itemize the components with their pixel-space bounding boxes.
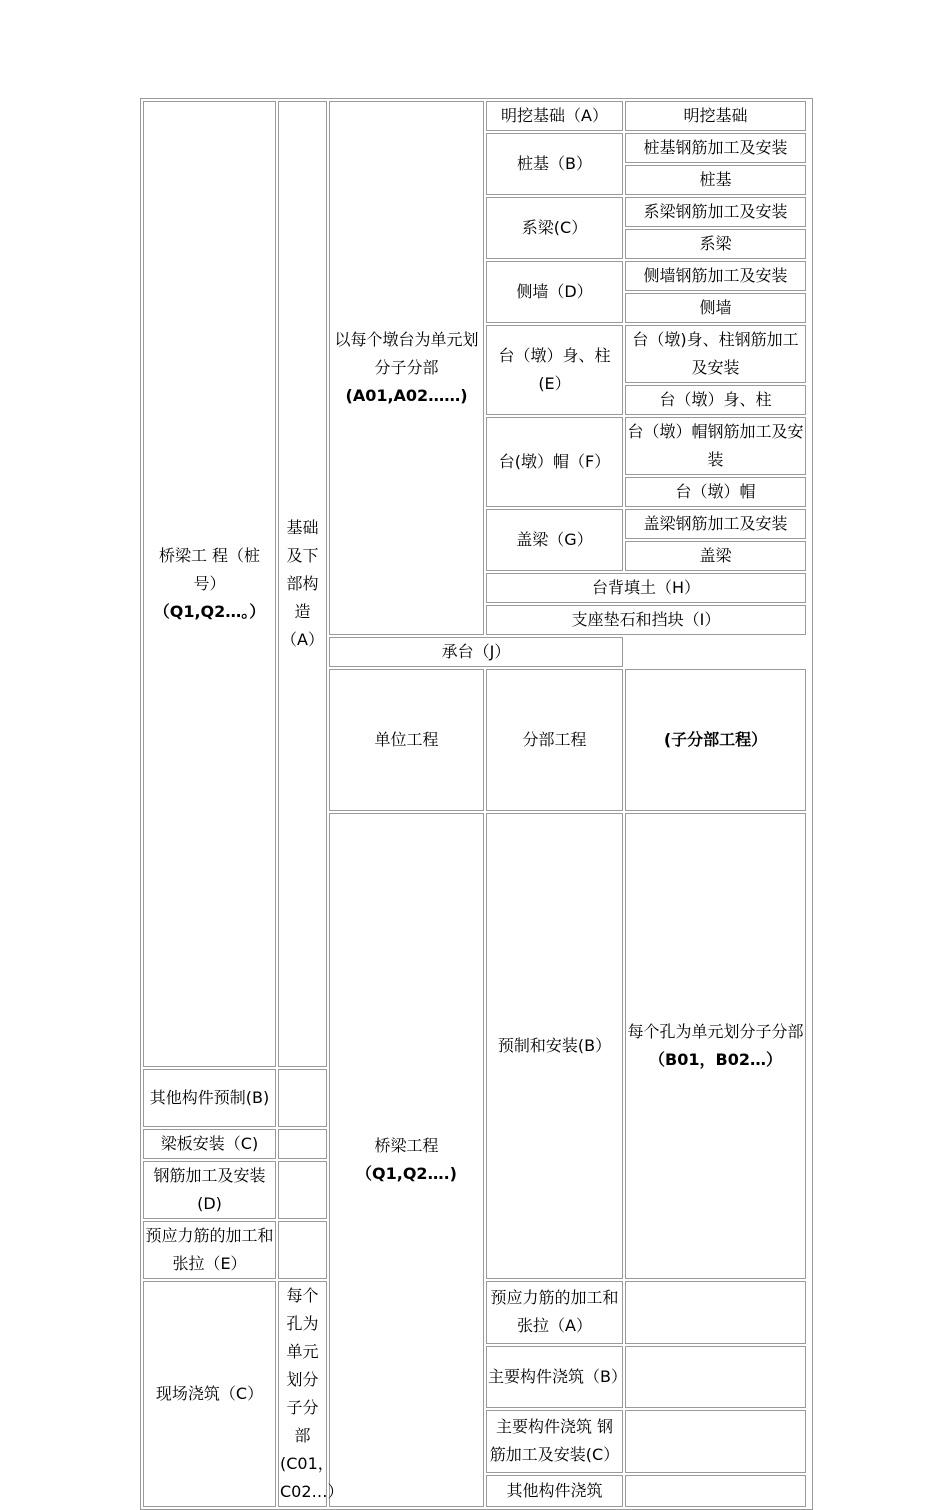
sub-part-label: 以每个墩台为单元划分子分部 — [334, 330, 479, 377]
item-cell: 系梁(C） — [486, 197, 623, 259]
item-cell: 其他构件浇筑 — [486, 1475, 623, 1507]
item-cell: 主要构件浇筑（B） — [486, 1346, 623, 1409]
part-project-cell: 基础及下部构造（A） — [278, 101, 327, 1067]
item-cell-full: 台背填土（H） — [486, 573, 806, 603]
sub-item-cell-empty — [278, 1129, 327, 1159]
item-cell: 侧墙（D） — [486, 261, 623, 323]
unit-project-code: （Q1,Q2….) — [356, 1164, 457, 1183]
sub-item-cell: 桩基 — [625, 165, 806, 195]
division-table — [140, 98, 813, 1510]
item-cell: 桩基（B） — [486, 133, 623, 195]
sub-item-cell: 盖梁钢筋加工及安装 — [625, 509, 806, 539]
item-cell: 其他构件预制(B) — [143, 1069, 276, 1127]
unit-project-label: 桥梁工 程（桩号） — [158, 546, 261, 593]
sub-item-cell: 系梁钢筋加工及安装 — [625, 197, 806, 227]
item-cell: 预应力筋的加工和张拉（A） — [486, 1281, 623, 1344]
item-cell: 钢筋加工及安装(D) — [143, 1161, 276, 1219]
item-cell: 预应力筋的加工和张拉（E） — [143, 1221, 276, 1279]
sub-part-code: （B01，B02…） — [649, 1050, 782, 1069]
sub-item-cell-empty — [625, 1346, 806, 1409]
sub-item-cell-empty — [278, 1161, 327, 1219]
part-project-cell: 现场浇筑（C） — [143, 1281, 276, 1507]
sub-part-cell — [625, 813, 806, 1279]
sub-item-cell: 台（墩）帽钢筋加工及安装 — [625, 417, 806, 475]
header-sub-part: (子分部工程） — [625, 669, 806, 811]
unit-project-label: 桥梁工程 — [374, 1136, 439, 1155]
header-unit: 单位工程 — [329, 669, 484, 811]
engineering-division-sheet — [140, 98, 811, 1510]
unit-project-cell — [329, 813, 484, 1507]
item-cell: 梁板安装（C) — [143, 1129, 276, 1159]
header-part: 分部工程 — [486, 669, 623, 811]
sub-item-cell: 台（墩)身、柱钢筋加工及安装 — [625, 325, 806, 383]
item-cell: 台（墩）身、柱(E） — [486, 325, 623, 415]
sub-part-cell: 每个孔为单元划分子分部(C01，C02…） — [278, 1281, 327, 1507]
item-cell-full: 支座垫石和挡块（I） — [486, 605, 806, 635]
sub-item-cell: 明挖基础 — [625, 101, 806, 131]
sub-item-cell: 台（墩）帽 — [625, 477, 806, 507]
sub-item-cell: 侧墙 — [625, 293, 806, 323]
sub-part-label: 每个孔为单元划分子分部 — [627, 1022, 804, 1041]
item-cell: 台(墩）帽（F） — [486, 417, 623, 507]
sub-part-code: (A01,A02……) — [345, 386, 468, 405]
item-cell: 主要构件浇筑 钢筋加工及安装(C） — [486, 1410, 623, 1473]
item-cell: 明挖基础（A） — [486, 101, 623, 131]
sub-item-cell: 系梁 — [625, 229, 806, 259]
unit-project-code: （Q1,Q2…。） — [153, 602, 266, 621]
sub-item-cell-empty — [278, 1221, 327, 1279]
unit-project-cell — [143, 101, 276, 1067]
sub-item-cell-empty — [625, 1475, 806, 1507]
sub-item-cell: 桩基钢筋加工及安装 — [625, 133, 806, 163]
part-project-cell: 预制和安装(B） — [486, 813, 623, 1279]
sub-item-cell-empty — [625, 1281, 806, 1344]
sub-item-cell: 盖梁 — [625, 541, 806, 571]
sub-item-cell: 台（墩）身、柱 — [625, 385, 806, 415]
sub-item-cell: 侧墙钢筋加工及安装 — [625, 261, 806, 291]
sub-part-cell — [329, 101, 484, 635]
sub-item-cell-empty — [625, 1410, 806, 1473]
sub-item-cell-empty — [278, 1069, 327, 1127]
item-cell: 盖梁（G） — [486, 509, 623, 571]
item-cell-full: 承台（J） — [329, 637, 623, 667]
